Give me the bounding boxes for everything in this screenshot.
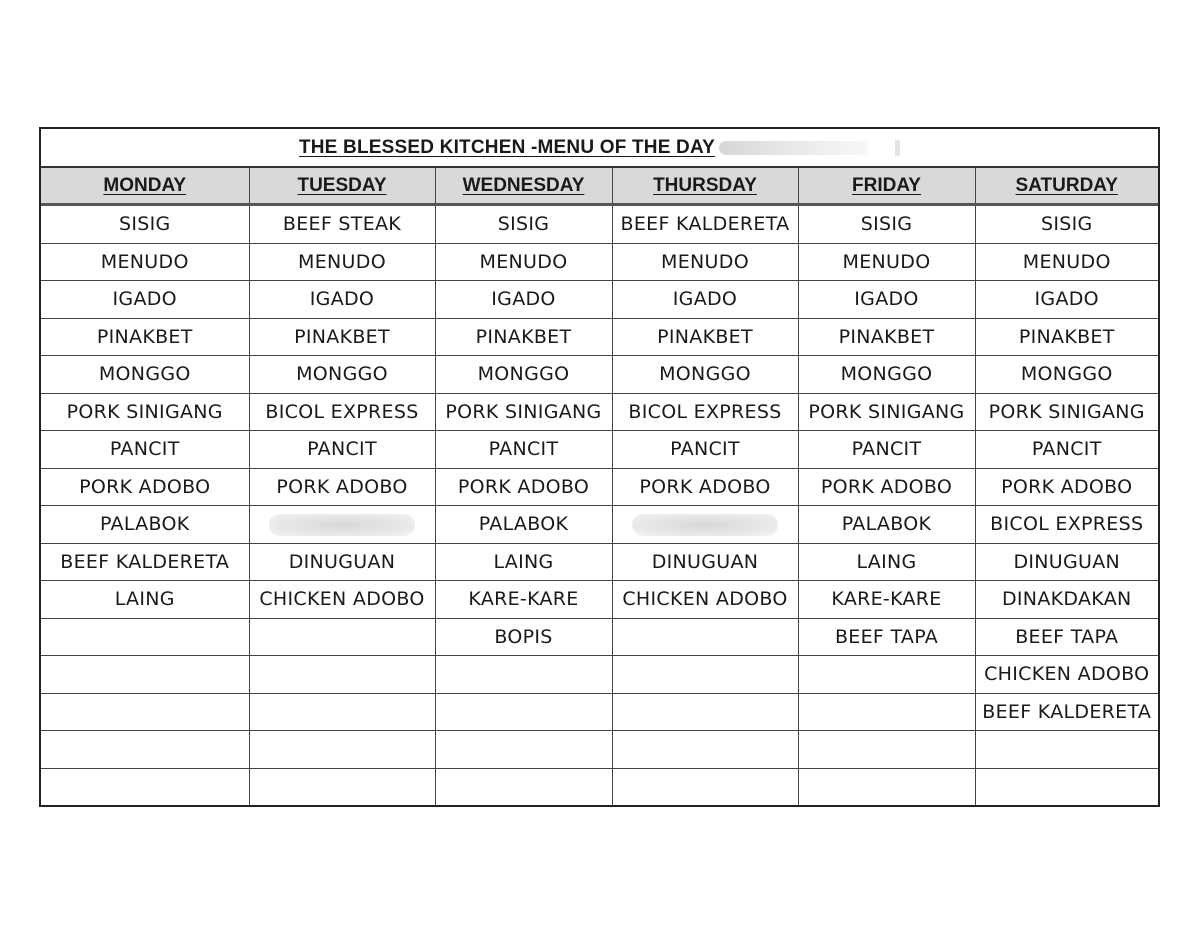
menu-body [41, 205, 1158, 806]
menu-cell-monday: BEEF KALDERETA [41, 543, 249, 581]
menu-cell-friday: PANCIT [798, 431, 975, 469]
menu-cell-saturday: CHICKEN ADOBO [975, 656, 1158, 694]
menu-cell-tuesday [249, 656, 435, 694]
menu-cell-tuesday: DINUGUAN [249, 543, 435, 581]
menu-cell-thursday: BICOL EXPRESS [612, 393, 798, 431]
menu-cell-friday: SISIG [798, 205, 975, 244]
menu-cell-wednesday: KARE-KARE [435, 581, 612, 619]
day-header-wednesday: WEDNESDAY [435, 168, 612, 205]
menu-cell-monday [41, 693, 249, 731]
menu-cell-monday: PALABOK [41, 506, 249, 544]
menu-cell-wednesday: MONGGO [435, 356, 612, 394]
menu-cell-thursday: PINAKBET [612, 318, 798, 356]
menu-cell-tuesday: BICOL EXPRESS [249, 393, 435, 431]
menu-cell-wednesday [435, 731, 612, 769]
day-header-friday: FRIDAY [798, 168, 975, 205]
menu-cell-tuesday: MONGGO [249, 356, 435, 394]
menu-cell-monday [41, 731, 249, 769]
menu-cell-saturday: PORK SINIGANG [975, 393, 1158, 431]
menu-cell-tuesday: CHICKEN ADOBO [249, 581, 435, 619]
menu-cell-wednesday [435, 656, 612, 694]
menu-cell-wednesday: PORK SINIGANG [435, 393, 612, 431]
menu-cell-tuesday [249, 693, 435, 731]
table-row [41, 243, 1158, 281]
table-row [41, 356, 1158, 394]
menu-cell-saturday [975, 731, 1158, 769]
menu-cell-tuesday: PINAKBET [249, 318, 435, 356]
menu-cell-monday: IGADO [41, 281, 249, 319]
menu-cell-friday: MENUDO [798, 243, 975, 281]
menu-cell-friday: PORK ADOBO [798, 468, 975, 506]
menu-cell-tuesday [249, 506, 435, 544]
menu-cell-thursday: CHICKEN ADOBO [612, 581, 798, 619]
menu-cell-saturday: DINUGUAN [975, 543, 1158, 581]
menu-cell-wednesday: PINAKBET [435, 318, 612, 356]
menu-cell-saturday: DINAKDAKAN [975, 581, 1158, 619]
table-row [41, 581, 1158, 619]
table-row [41, 281, 1158, 319]
menu-cell-wednesday: PORK ADOBO [435, 468, 612, 506]
table-row [41, 768, 1158, 805]
day-header-row [41, 168, 1158, 205]
menu-cell-thursday: PORK ADOBO [612, 468, 798, 506]
menu-cell-wednesday [435, 693, 612, 731]
menu-cell-saturday: PANCIT [975, 431, 1158, 469]
menu-cell-thursday: MENUDO [612, 243, 798, 281]
menu-cell-saturday: BICOL EXPRESS [975, 506, 1158, 544]
menu-cell-saturday: IGADO [975, 281, 1158, 319]
menu-cell-tuesday [249, 768, 435, 805]
table-row [41, 205, 1158, 244]
menu-cell-monday: MONGGO [41, 356, 249, 394]
menu-cell-saturday: MENUDO [975, 243, 1158, 281]
menu-cell-friday: BEEF TAPA [798, 618, 975, 656]
menu-cell-saturday: PORK ADOBO [975, 468, 1158, 506]
table-row [41, 693, 1158, 731]
redacted-entry-smudge [269, 514, 415, 536]
menu-cell-wednesday: PANCIT [435, 431, 612, 469]
menu-cell-friday [798, 656, 975, 694]
menu-cell-thursday [612, 618, 798, 656]
menu-cell-tuesday: MENUDO [249, 243, 435, 281]
menu-cell-saturday: MONGGO [975, 356, 1158, 394]
menu-cell-friday: PINAKBET [798, 318, 975, 356]
menu-cell-wednesday: LAING [435, 543, 612, 581]
menu-cell-friday [798, 693, 975, 731]
table-row [41, 618, 1158, 656]
menu-cell-wednesday [435, 768, 612, 805]
menu-cell-thursday: IGADO [612, 281, 798, 319]
menu-cell-tuesday: PANCIT [249, 431, 435, 469]
table-row [41, 543, 1158, 581]
menu-cell-monday: PANCIT [41, 431, 249, 469]
menu-cell-wednesday: IGADO [435, 281, 612, 319]
table-row [41, 468, 1158, 506]
redacted-entry-smudge [632, 514, 778, 536]
menu-cell-thursday: DINUGUAN [612, 543, 798, 581]
menu-title-row [41, 129, 1158, 168]
menu-cell-monday [41, 618, 249, 656]
menu-cell-thursday [612, 693, 798, 731]
menu-cell-thursday: MONGGO [612, 356, 798, 394]
menu-cell-friday [798, 768, 975, 805]
menu-cell-thursday: PANCIT [612, 431, 798, 469]
menu-cell-tuesday: BEEF STEAK [249, 205, 435, 244]
menu-cell-monday [41, 656, 249, 694]
day-header-thursday: THURSDAY [612, 168, 798, 205]
table-row [41, 731, 1158, 769]
menu-cell-friday: KARE-KARE [798, 581, 975, 619]
table-row [41, 393, 1158, 431]
menu-cell-tuesday: PORK ADOBO [249, 468, 435, 506]
redaction-mark [895, 140, 900, 156]
table-row [41, 431, 1158, 469]
menu-cell-friday: IGADO [798, 281, 975, 319]
menu-cell-wednesday: MENUDO [435, 243, 612, 281]
menu-table [41, 168, 1158, 805]
menu-cell-friday [798, 731, 975, 769]
menu-cell-saturday: PINAKBET [975, 318, 1158, 356]
menu-sheet [39, 127, 1160, 807]
menu-cell-thursday [612, 656, 798, 694]
menu-cell-saturday [975, 768, 1158, 805]
menu-cell-thursday [612, 731, 798, 769]
menu-cell-monday [41, 768, 249, 805]
menu-cell-wednesday: SISIG [435, 205, 612, 244]
menu-cell-thursday: BEEF KALDERETA [612, 205, 798, 244]
menu-cell-saturday: BEEF KALDERETA [975, 693, 1158, 731]
day-header-monday: MONDAY [41, 168, 249, 205]
menu-cell-friday: MONGGO [798, 356, 975, 394]
table-row [41, 318, 1158, 356]
menu-title: THE BLESSED KITCHEN -MENU OF THE DAY [298, 136, 716, 158]
menu-cell-tuesday [249, 618, 435, 656]
redacted-date-smudge [719, 141, 869, 155]
menu-cell-saturday: SISIG [975, 205, 1158, 244]
menu-cell-saturday: BEEF TAPA [975, 618, 1158, 656]
menu-cell-thursday [612, 506, 798, 544]
menu-cell-monday: PINAKBET [41, 318, 249, 356]
menu-cell-thursday [612, 768, 798, 805]
menu-cell-friday: LAING [798, 543, 975, 581]
menu-cell-wednesday: PALABOK [435, 506, 612, 544]
day-header-tuesday: TUESDAY [249, 168, 435, 205]
day-header-saturday: SATURDAY [975, 168, 1158, 205]
table-row [41, 506, 1158, 544]
menu-cell-monday: LAING [41, 581, 249, 619]
menu-cell-tuesday: IGADO [249, 281, 435, 319]
menu-cell-friday: PALABOK [798, 506, 975, 544]
menu-cell-tuesday [249, 731, 435, 769]
table-row [41, 656, 1158, 694]
menu-cell-monday: SISIG [41, 205, 249, 244]
menu-cell-monday: PORK ADOBO [41, 468, 249, 506]
menu-cell-monday: PORK SINIGANG [41, 393, 249, 431]
menu-cell-monday: MENUDO [41, 243, 249, 281]
menu-cell-friday: PORK SINIGANG [798, 393, 975, 431]
menu-cell-wednesday: BOPIS [435, 618, 612, 656]
